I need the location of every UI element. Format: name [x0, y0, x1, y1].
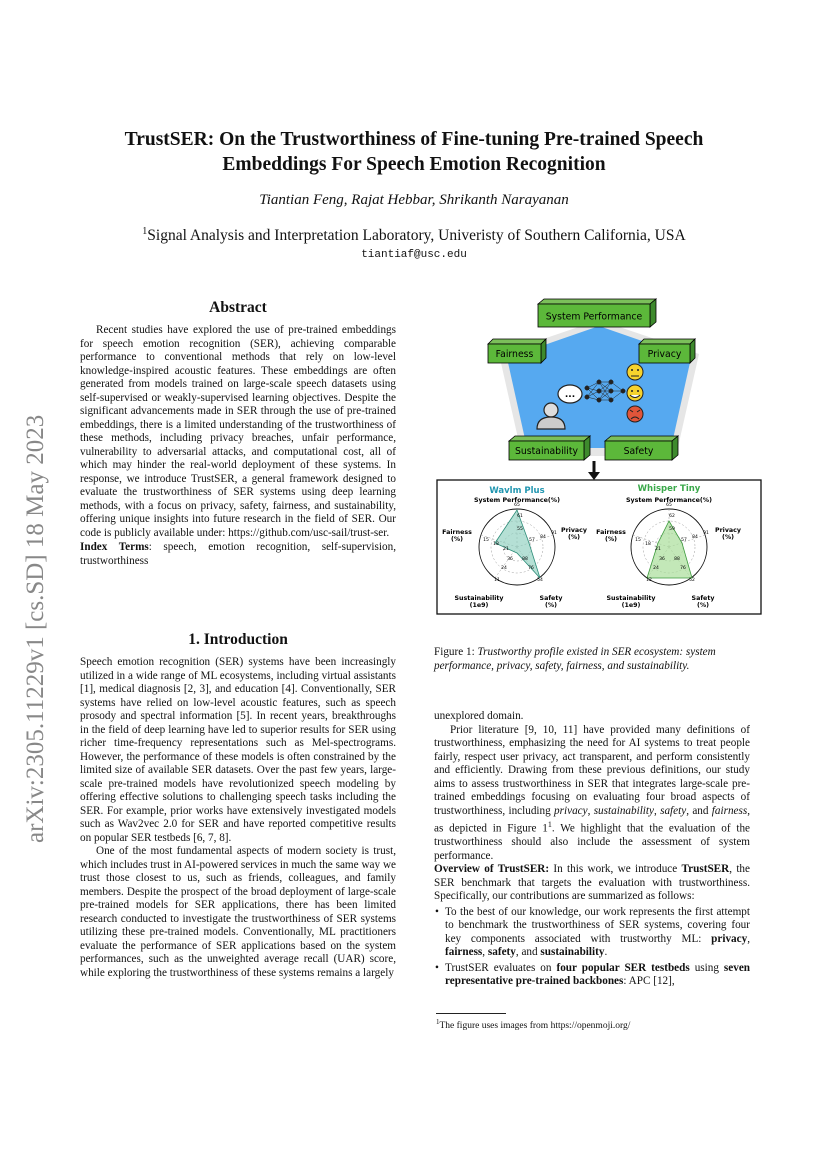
- arrow-down-icon: [588, 461, 600, 480]
- list-item: [445, 962, 750, 989]
- tick-wavlm-su-1: 36: [507, 557, 513, 562]
- tick-whisper-p-1: 57: [681, 538, 687, 543]
- intro-body: [80, 656, 396, 980]
- intro-paragraph-2: One of the most fundamental aspects of modern society is trust, which includes trust in AI-powered services in much the same way we trust those closest to us, such as friends, colleagues, and family members. Despite the prospect of the broad deployment of large-scale pre-trained models for SER applications, there has been limited research conducted to investigate the trustworthiness of SER systems utilizing these pre-trained models. Conventionally, ML practitioners evaluate the performance of SER applications based on the system performances, such as the unweighted average recall (UAR) score, while exploring the trustworthiness of these systems remains a largely: [80, 845, 396, 979]
- overview-text-a: In this work, we introduce: [549, 863, 682, 876]
- tick-wavlm-p-2: 84: [540, 535, 546, 540]
- tick-whisper-sp-3: 59: [669, 527, 675, 532]
- bullet-1-privacy: privacy: [711, 932, 748, 945]
- bullet-1-sustainability: sustainability: [540, 946, 605, 959]
- label-box-sustainability: [509, 436, 590, 460]
- tick-whisper-p-2: 84: [692, 535, 698, 540]
- axis-label-privacy-unit-2: (%): [721, 534, 735, 541]
- tick-whisper-sp-1: 65: [666, 503, 672, 508]
- overview-text-b: , the SER benchmark that targets the evaluation with trustworthiness. Specifically, our contributions are summarized as follows:: [434, 863, 750, 903]
- right-p1-safety: safety: [660, 804, 687, 817]
- chart-title-wavlm: Wavlm Plus: [489, 486, 545, 496]
- axis-label-fairness-2: Fairness: [596, 529, 626, 536]
- tick-wavlm-p-3: 91: [551, 531, 557, 536]
- tick-whisper-su-1: 36: [659, 557, 665, 562]
- label-box-system-performance: [538, 299, 656, 327]
- axis-label-safety-unit-2: (%): [696, 602, 710, 609]
- bullet-2-testbeds: four popular SER testbeds: [556, 961, 690, 974]
- axis-label-privacy-2: Privacy: [714, 527, 742, 534]
- tick-wavlm-s-1: 88: [522, 557, 528, 562]
- tick-whisper-f-2: 18: [645, 542, 651, 547]
- tick-wavlm-sp-1: 65: [514, 503, 520, 508]
- arxiv-stamp: arXiv:2305.11229v1 [cs.SD] 18 May 2023: [22, 414, 49, 843]
- axis-label-sustainability-2: Sustainability: [606, 595, 656, 602]
- label-box-safety: [605, 436, 678, 460]
- overview-label: Overview of TrustSER:: [434, 863, 550, 876]
- label-privacy: Privacy: [647, 349, 682, 360]
- speech-bubble-icon: [558, 385, 582, 403]
- tick-whisper-p-3: 91: [703, 531, 709, 536]
- bullet-1-sep-2: ,: [482, 946, 488, 959]
- speech-bubble-dots: ...: [564, 390, 576, 400]
- contributions-list: [434, 906, 750, 989]
- label-fairness: Fairness: [495, 349, 534, 360]
- caption-text: Trustworthy profile existed in SER ecosystem: system performance, privacy, safety, fairness, and sustainability.: [434, 646, 716, 672]
- intro-heading: 1. Introduction: [188, 631, 288, 648]
- tick-whisper-s-1: 88: [674, 557, 680, 562]
- list-item: [445, 906, 750, 960]
- right-paragraph-0: unexplored domain.: [434, 710, 524, 722]
- axis-label-safety-2: Safety: [691, 595, 715, 602]
- tick-whisper-f-1: 21: [655, 547, 661, 552]
- footnote-rule: [436, 1013, 506, 1014]
- label-sustainability: Sustainability: [515, 446, 578, 457]
- footnote-sup: 1: [436, 1018, 440, 1026]
- right-p1-privacy: privacy: [554, 804, 588, 817]
- label-safety: Safety: [623, 446, 654, 457]
- bullet-2-text-a: TrustSER evaluates on: [445, 961, 557, 974]
- affiliation: [60, 226, 768, 245]
- index-terms: [80, 541, 396, 568]
- tick-whisper-su-2: 24: [653, 566, 659, 571]
- right-p1-sustainability: sustainability: [593, 804, 654, 817]
- label-box-fairness: [488, 339, 546, 363]
- tick-wavlm-sp-3: 55: [517, 527, 523, 532]
- bullet-1-safety: safety: [487, 946, 516, 959]
- bullet-1-sep-1: ,: [747, 932, 750, 945]
- axis-label-system-performance-2: System Performance(%): [626, 497, 712, 504]
- right-p1-text-a: Prior literature [9, 10, 11] have provided many definitions of trustworthiness, emphasizing the need for AI systems to treat people fairly, respect user privacy, act transparent, and perform consistently and efficiently. Drawing from these previous definitions, our study aims to assess trustworthiness in SER that integrates large-scale pre-trained embeddings focusing on evaluating four broad aspects of trustworthiness, including: [434, 723, 750, 817]
- axis-label-privacy-unit-1: (%): [567, 534, 581, 541]
- right-p1-sep-3: , and: [686, 804, 712, 817]
- tick-wavlm-sp-2: 61: [517, 514, 523, 519]
- tick-wavlm-s-2: 76: [528, 566, 534, 571]
- axis-label-fairness-unit-2: (%): [604, 536, 618, 543]
- tick-wavlm-f-3: 15: [483, 538, 489, 543]
- tick-wavlm-p-1: 57: [529, 538, 535, 543]
- bullet-1-sep-3: , and: [515, 946, 541, 959]
- tick-whisper-s-2: 76: [680, 566, 686, 571]
- figure-caption: [434, 646, 750, 673]
- label-system-performance: System Performance: [545, 311, 643, 323]
- abstract-text: Recent studies have explored the use of pre-trained embeddings for speech emotion recognition (SER), achieving comparable performance to conventional methods that rely on low-level knowledge-inspired acoustic features. These embeddings are often generated from models trained on large-scale speech datasets using self-supervised or weakly-supervised learning objectives. Despite the significant advancements made in SER through the use of pre-trained embeddings, there is a limited understanding of the trustworthiness of these methods, including privacy breaches, unfair performance, vulnerability to adversarial attacks, and computational cost, all of which may hinder the real-world deployment of these systems. In response, we introduce TrustSER, a general framework designed to evaluate the trustworthiness of SER systems using deep learning methods, with a focus on privacy, safety, fairness, and sustainability, offering unique insights into future research in the field of SER. Our code is publicly available under: https://github.com/usc-sail/trust-ser.: [80, 324, 396, 539]
- chart-title-whisper: Whisper Tiny: [637, 484, 701, 494]
- intro-paragraph-1: Speech emotion recognition (SER) systems have been increasingly utilized in a wide range of ML ecosystems, including virtual assistants [1], medical diagnosis [2, 3], and education [4]. Conventionally, SER systems have relied on low-level acoustic features, such as speech prosody and spectral information [5]. In recent years, breakthroughs in the field of deep learning have led to superior results for SER using richer time-frequency representations such as Mel-spectrograms. However, the performance of these models is often constrained by the limited size of available SER datasets. Over the past few years, large-scale pre-trained models have revolutionized speech modeling by offering effective solutions to challenging speech tasks including the SER. For example, prior works have extensively investigated models such as Wav2vec 2.0 for SER and have reported competitive results on popular SER testbeds [6, 7, 8].: [80, 656, 396, 844]
- caption-prefix: Figure 1:: [434, 646, 478, 658]
- happy-face-icon: [627, 385, 643, 401]
- bullet-2-sep: using: [689, 961, 724, 974]
- neutral-face-icon: [627, 364, 643, 380]
- tick-whisper-s-3: 52: [689, 578, 695, 583]
- axis-label-sustainability-unit-2: (1e9): [621, 602, 641, 609]
- tick-whisper-f-3: 15: [635, 538, 641, 543]
- bullet-1-end: .: [604, 946, 608, 959]
- right-p1-fairness: fairness: [711, 804, 748, 817]
- footnote: [436, 1018, 630, 1031]
- axis-label-privacy-1: Privacy: [560, 527, 588, 534]
- index-terms-label: Index Terms: [80, 541, 149, 553]
- angry-face-icon: [627, 406, 643, 422]
- tick-wavlm-su-3: 11: [494, 578, 500, 583]
- axis-label-safety-unit-1: (%): [544, 602, 558, 609]
- right-column-body: [434, 710, 750, 991]
- tick-wavlm-f-1: 21: [503, 547, 509, 552]
- bullet-2-backbones: seven representative pre-trained backbones: [445, 961, 751, 988]
- bullet-2-text-e: : APC [12],: [623, 975, 675, 988]
- axis-label-sustainability-1: Sustainability: [454, 595, 504, 602]
- index-terms-text: : speech, emotion recognition, self-supervision, trustworthiness: [80, 541, 396, 567]
- abstract-heading: Abstract: [209, 299, 267, 316]
- right-p1-sep-1: ,: [587, 804, 594, 817]
- email: tiantiaf@usc.edu: [361, 249, 467, 261]
- overview-paragraph: [434, 863, 750, 904]
- abstract-body: [80, 324, 396, 568]
- tick-wavlm-s-3: 54: [537, 578, 543, 583]
- right-paragraph-1: [434, 724, 750, 864]
- tick-wavlm-f-2: 18: [493, 542, 499, 547]
- axis-label-safety-1: Safety: [539, 595, 563, 602]
- paper-title: [60, 127, 768, 177]
- axis-label-system-performance-1: System Performance(%): [474, 497, 560, 504]
- authors: Tiantian Feng, Rajat Hebbar, Shrikanth Narayanan: [259, 192, 569, 208]
- footnote-ref: 1: [547, 820, 552, 829]
- label-box-privacy: [639, 339, 695, 363]
- tick-wavlm-su-2: 24: [501, 566, 507, 571]
- axis-label-fairness-1: Fairness: [442, 529, 472, 536]
- axis-label-sustainability-unit-1: (1e9): [469, 602, 489, 609]
- title-line-2: Embeddings For Speech Emotion Recognition: [222, 154, 606, 175]
- tick-whisper-sp-2: 62: [669, 514, 675, 519]
- right-p1-text-c: . We highlight that the evaluation of the trustworthiness should also include the assessment of system performance.: [434, 822, 750, 862]
- figure-1: [433, 296, 765, 616]
- affiliation-text: Signal Analysis and Interpretation Laboratory, Univeristy of Southern California, USA: [147, 227, 686, 245]
- right-p1-text-b: , as depicted in Figure 1: [434, 804, 751, 835]
- affiliation-sup: 1: [142, 226, 148, 237]
- bullet-1-text-a: To the best of our knowledge, our work represents the first attempt to benchmark the trustworthiness of SER systems, covering four key components associated with trustworthy ML:: [445, 905, 750, 945]
- axis-label-fairness-unit-1: (%): [450, 536, 464, 543]
- tick-whisper-su-3: 12: [646, 578, 652, 583]
- right-p1-sep-2: ,: [654, 804, 661, 817]
- bullet-1-fairness: fairness: [445, 946, 483, 959]
- overview-name: TrustSER: [681, 863, 730, 876]
- footnote-text: The figure uses images from https://openmoji.org/: [439, 1021, 631, 1032]
- title-line-1: TrustSER: On the Trustworthiness of Fine-tuning Pre-trained Speech: [124, 129, 704, 150]
